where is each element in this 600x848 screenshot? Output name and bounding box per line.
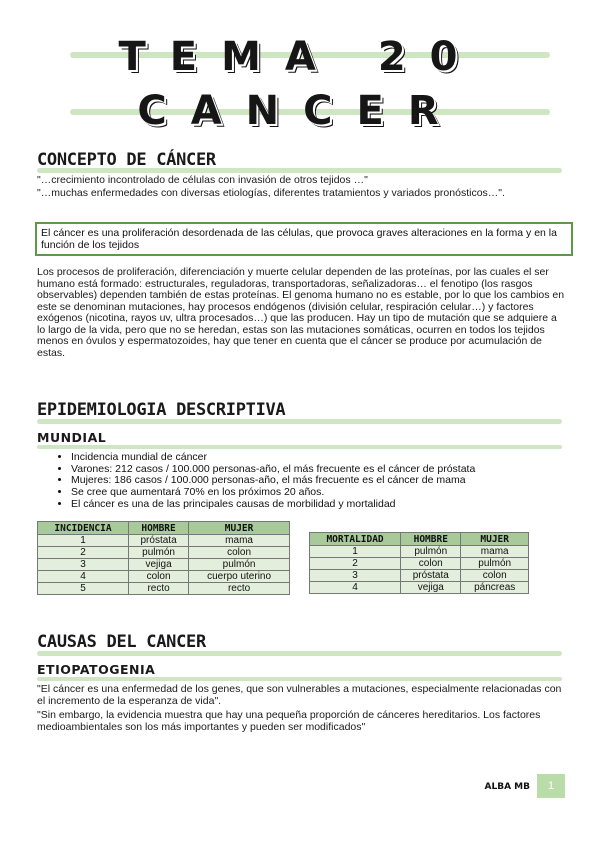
table-cell: páncreas <box>461 582 529 594</box>
title-line-2: CANCER <box>137 88 463 134</box>
table-header-row <box>38 522 290 535</box>
table-row <box>310 582 529 594</box>
table-cell: mama <box>189 535 290 547</box>
table-row <box>310 546 529 558</box>
definition-box: El cáncer es una proliferación desordenada de las células, que provoca graves alteraciones en la forma y en la función de los tejidos <box>35 222 573 256</box>
table-cell: pulmón <box>461 558 529 570</box>
section-heading-concepto: CONCEPTO DE CÁNCER <box>37 150 216 170</box>
table-row <box>38 583 290 595</box>
table-cell: 1 <box>38 535 129 547</box>
list-item: • Se cree que aumentará 70% en los próximos 20 años. <box>71 487 475 499</box>
subsection-underline <box>37 677 562 681</box>
table-cell: pulmón <box>128 547 188 559</box>
table-row <box>38 559 290 571</box>
author-name: ALBA MB <box>484 782 530 792</box>
mortalidad-table <box>309 532 529 594</box>
table-cell: recto <box>128 583 188 595</box>
table-cell: 3 <box>310 570 401 582</box>
table-cell: próstata <box>128 535 188 547</box>
table-cell: 3 <box>38 559 129 571</box>
concepto-quote-1: "…crecimiento incontrolado de células con invasión de otros tejidos …" <box>37 174 368 186</box>
table-cell: 2 <box>310 558 401 570</box>
table-row <box>38 535 290 547</box>
table-cell: colon <box>401 558 461 570</box>
table-cell: colon <box>461 570 529 582</box>
table-cell: 5 <box>38 583 129 595</box>
concepto-quote-2: "…muchas enfermedades con diversas etiologías, diferentes tratamientos y variados pronósticos…". <box>37 187 505 199</box>
table-row <box>38 571 290 583</box>
table-cell: 4 <box>38 571 129 583</box>
list-item: • Incidencia mundial de cáncer <box>71 452 475 464</box>
table-cell: vejiga <box>128 559 188 571</box>
table-row <box>310 570 529 582</box>
table-cell: 1 <box>310 546 401 558</box>
table-header: MUJER <box>461 533 529 546</box>
table-cell: recto <box>189 583 290 595</box>
list-item: • El cáncer es una de las principales causas de morbilidad y mortalidad <box>71 499 475 511</box>
table-header: MORTALIDAD <box>310 533 401 546</box>
title-line-1: TEMA 20 <box>118 34 482 80</box>
table-header-row <box>310 533 529 546</box>
concepto-paragraph: Los procesos de proliferación, diferenciación y muerte celular dependen de las proteínas, por las cuales el ser humano está formado: estructurales, reguladoras, transportadoras, señalizadoras… el fenotipo (los rasgos observables) dependen también de estas proteínas. El genoma humano no es estable, por lo que los cambios en este se denominan mutaciones, hay procesos endógenos (división celular, respiración celular…) y factores exógenos (nicotina, rayos uv, ultra procesados…) que las producen. Hay un tipo de mutación que se adquiere a lo largo de la vida, pero que no se heredan, estas son las mutaciones somáticas, ocurren en todos los tejidos menos en óvulos y espermatozoides, hay que tener en cuenta que el cáncer se produce por acumulación de estas. <box>37 266 565 359</box>
list-item: • Varones: 212 casos / 100.000 personas-año, el más frecuente es el cáncer de próstata <box>71 464 475 476</box>
table-cell: 2 <box>38 547 129 559</box>
table-cell: pulmón <box>189 559 290 571</box>
table-row <box>38 547 290 559</box>
table-header: HOMBRE <box>128 522 188 535</box>
table-cell: pulmón <box>401 546 461 558</box>
table-cell: cuerpo uterino <box>189 571 290 583</box>
table-header: HOMBRE <box>401 533 461 546</box>
incidencia-table <box>37 521 290 595</box>
epidemiologia-bullets <box>55 452 475 511</box>
subsection-heading-mundial: MUNDIAL <box>37 430 107 445</box>
table-cell: 4 <box>310 582 401 594</box>
subsection-underline <box>37 445 562 449</box>
table-header: INCIDENCIA <box>38 522 129 535</box>
page-number: 1 <box>537 774 565 798</box>
section-heading-epidemiologia: EPIDEMIOLOGIA DESCRIPTIVA <box>37 400 286 420</box>
table-cell: próstata <box>401 570 461 582</box>
list-item: • Mujeres: 186 casos / 100.000 personas-año, el más frecuente es el cáncer de mama <box>71 475 475 487</box>
causas-quote-1: "El cáncer es una enfermedad de los genes, que son vulnerables a mutaciones, especialmente relacionadas con el incremento de la esperanza de vida". <box>37 683 562 707</box>
table-cell: vejiga <box>401 582 461 594</box>
subsection-heading-etiopatogenia: ETIOPATOGENIA <box>37 662 156 677</box>
table-cell: colon <box>128 571 188 583</box>
causas-quote-2: "Sin embargo, la evidencia muestra que hay una pequeña proporción de cánceres hereditarios. Los factores medioambientales son los más importantes y pueden ser modificados" <box>37 709 541 733</box>
table-row <box>310 558 529 570</box>
section-heading-causas: CAUSAS DEL CANCER <box>37 632 206 652</box>
table-header: MUJER <box>189 522 290 535</box>
table-cell: colon <box>189 547 290 559</box>
table-cell: mama <box>461 546 529 558</box>
